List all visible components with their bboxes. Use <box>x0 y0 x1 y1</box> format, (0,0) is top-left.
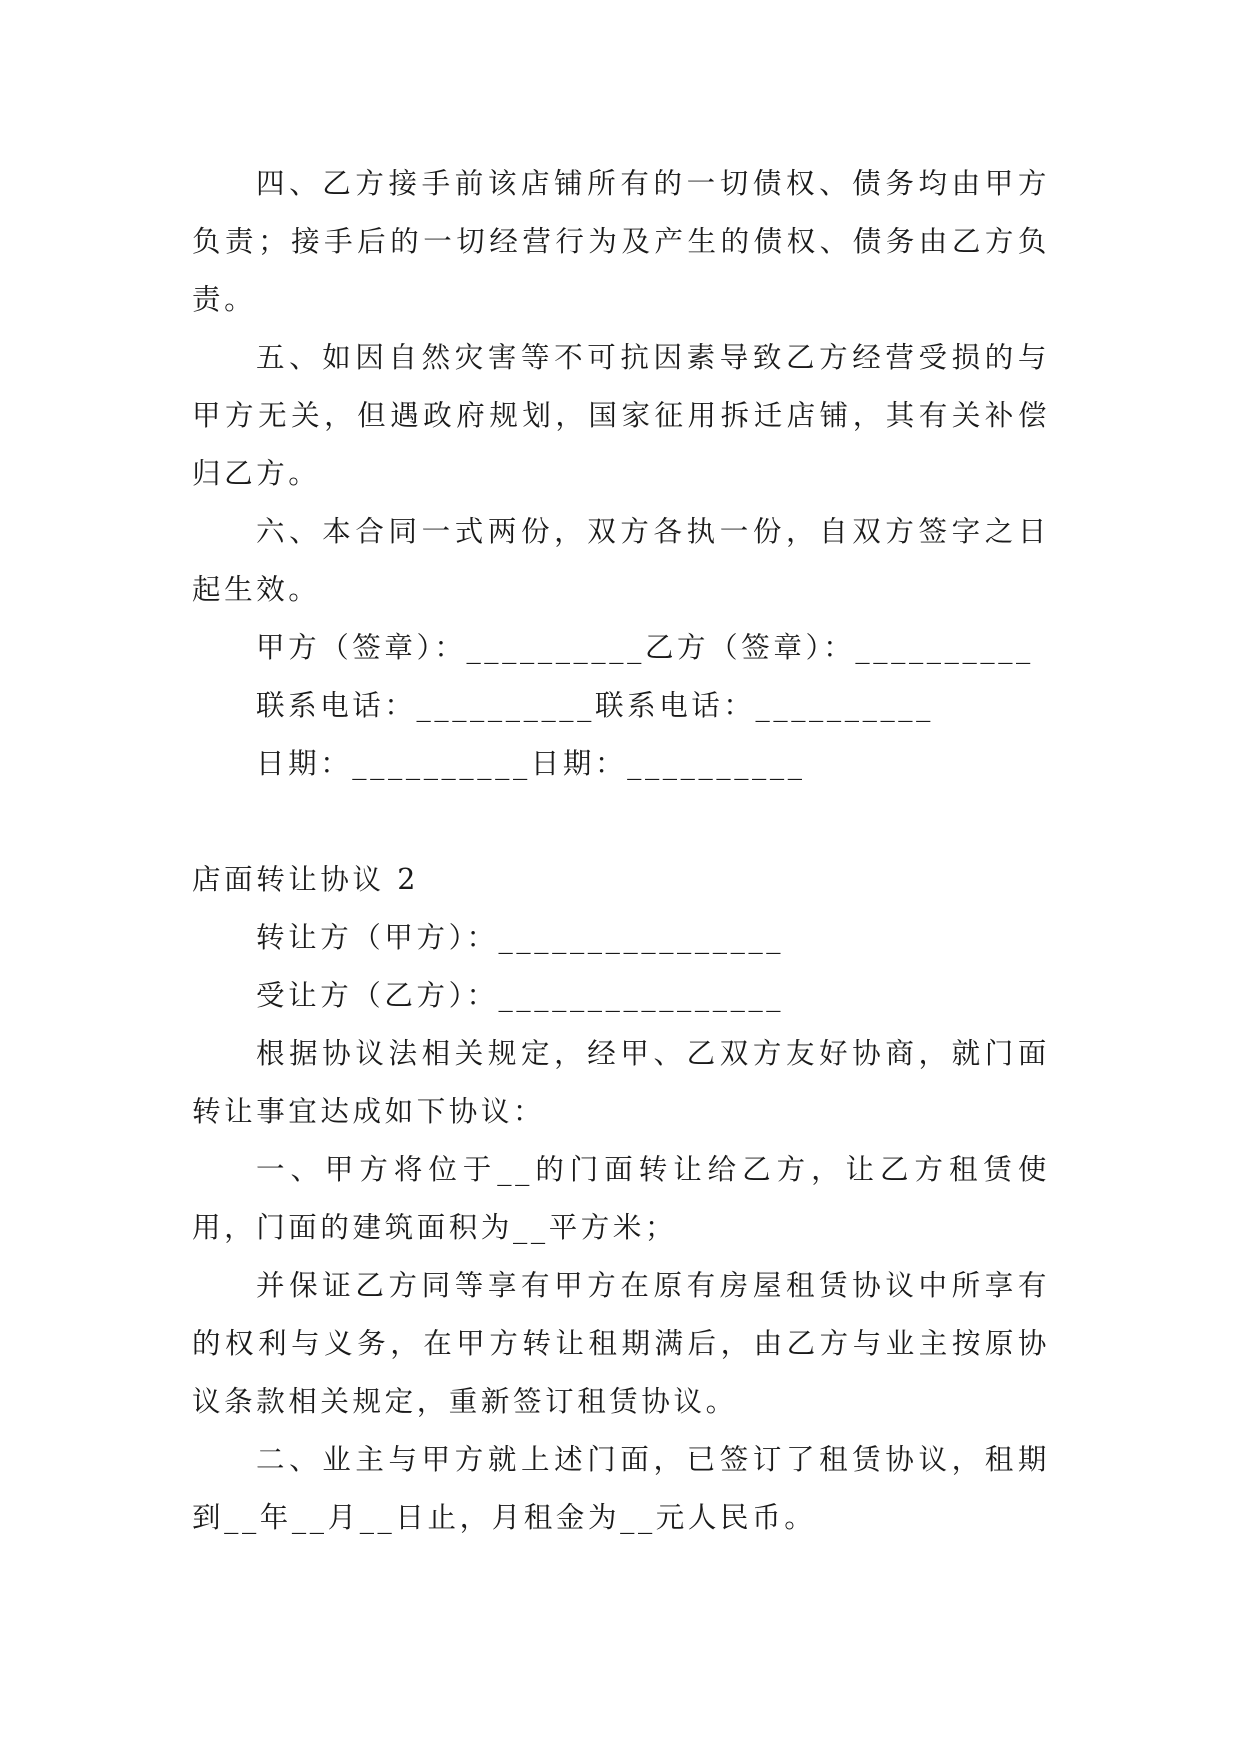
phone-line: 联系电话：__________联系电话：__________ <box>256 689 935 722</box>
intro-paragraph: 根据协议法相关规定，经甲、乙双方友好协商，就门面转让事宜达成如下协议： <box>192 1037 1050 1128</box>
document-body <box>192 155 1050 1547</box>
clause-4: 四、乙方接手前该店铺所有的一切债权、债务均由甲方负责；接手后的一切经营行为及产生的债权、债务由乙方负责。 <box>192 167 1050 316</box>
clause-6: 六、本合同一式两份，双方各执一份，自双方签字之日起生效。 <box>192 515 1050 606</box>
item-2: 二、业主与甲方就上述门面，已签订了租赁协议，租期到__年__月__日止，月租金为__元人民币。 <box>192 1443 1050 1534</box>
date-line: 日期：__________日期：__________ <box>256 747 806 780</box>
agreement-2-title: 店面转让协议 2 <box>192 863 419 896</box>
transferee-line: 受让方（乙方）：________________ <box>256 979 785 1012</box>
clause-5: 五、如因自然灾害等不可抗因素导致乙方经营受损的与甲方无关，但遇政府规划，国家征用拆迁店铺，其有关补偿归乙方。 <box>192 341 1050 490</box>
transferor-line: 转让方（甲方）：________________ <box>256 921 785 954</box>
signature-line: 甲方（签章）：__________乙方（签章）：__________ <box>256 631 1034 664</box>
item-1: 一、甲方将位于__的门面转让给乙方，让乙方租赁使用，门面的建筑面积为__平方米； <box>192 1153 1050 1244</box>
section-gap <box>192 793 1050 851</box>
item-1-continuation: 并保证乙方同等享有甲方在原有房屋租赁协议中所享有的权利与义务，在甲方转让租期满后，由乙方与业主按原协议条款相关规定，重新签订租赁协议。 <box>192 1269 1050 1418</box>
